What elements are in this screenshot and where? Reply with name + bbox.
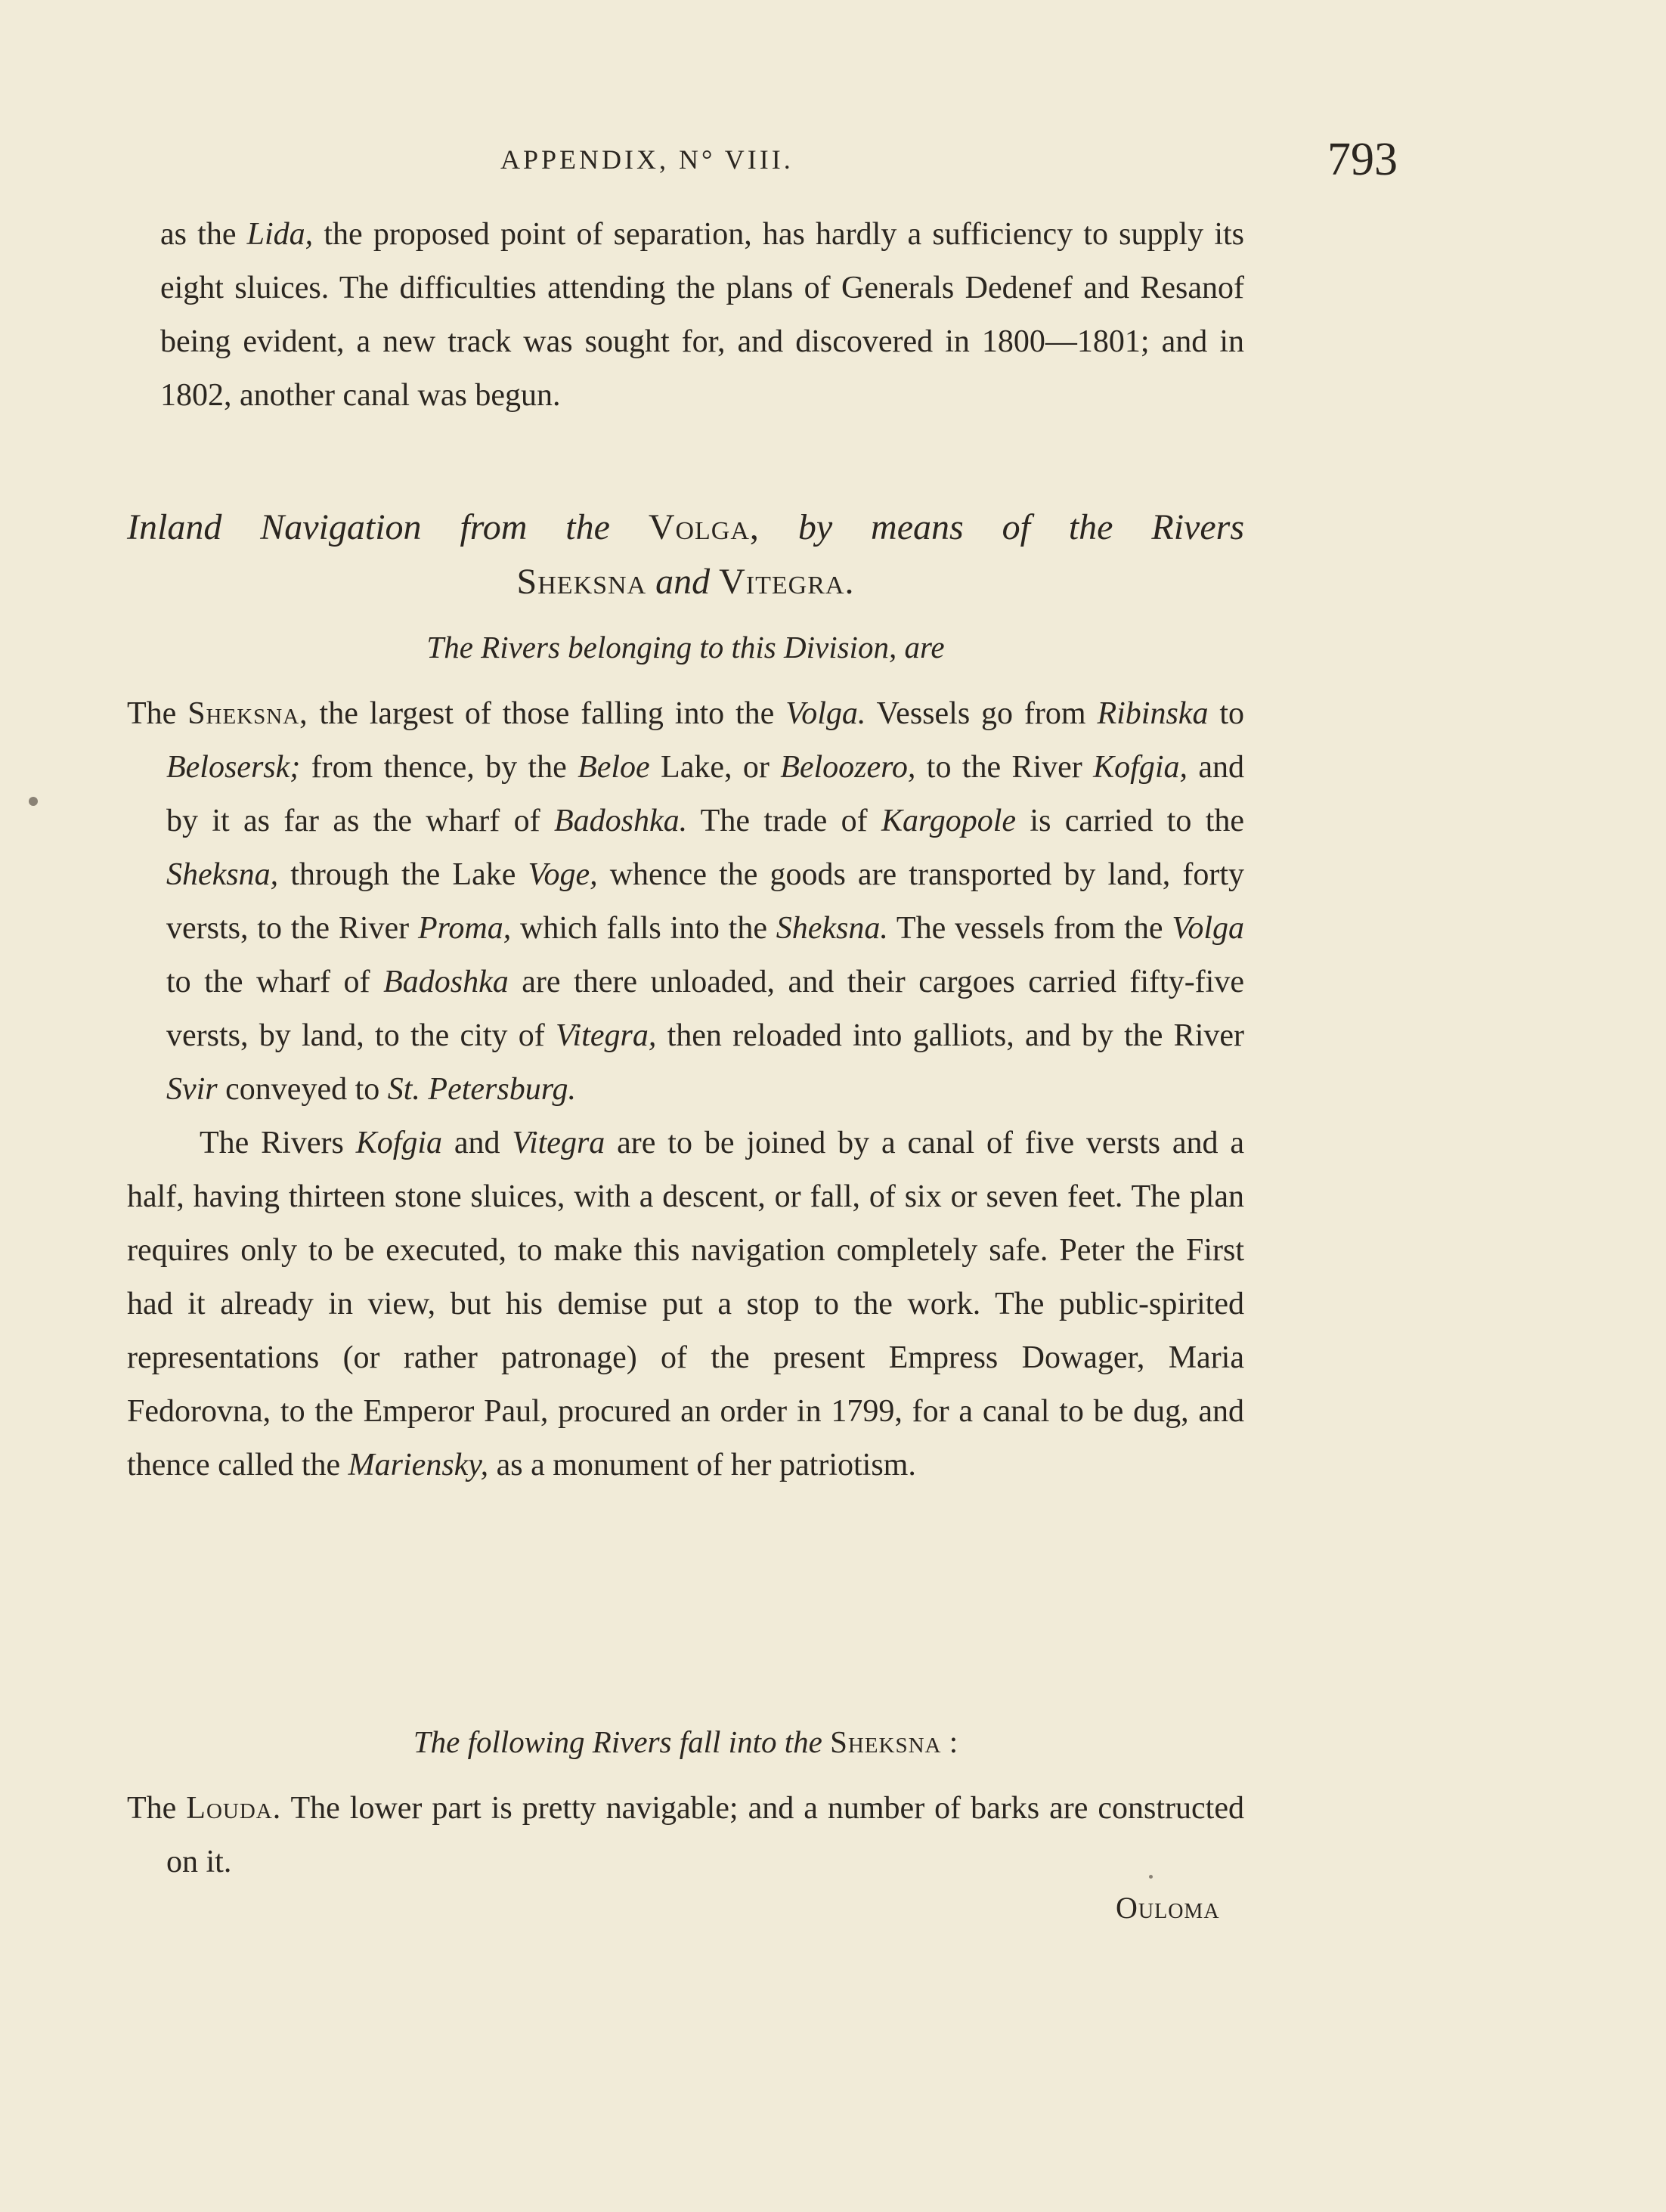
intro-text: as the	[160, 217, 247, 252]
place-name: Sheksna,	[166, 857, 279, 892]
heading-river-name: Vitegra.	[719, 562, 855, 602]
place-name: Belosersk;	[166, 750, 301, 785]
place-name: Ribinska	[1097, 696, 1209, 731]
place-name: Kofgia,	[1093, 750, 1188, 785]
section-heading	[127, 500, 1244, 609]
section-heading-line-2	[127, 555, 1244, 609]
place-name: Sheksna.	[776, 911, 888, 946]
place-name: Svir	[166, 1072, 218, 1107]
place-name: Proma,	[417, 911, 512, 946]
place-name: Kofgia	[355, 1126, 443, 1160]
place-name: Badoshka.	[553, 804, 688, 838]
paper-speck	[1149, 1875, 1153, 1879]
place-name: Volga	[1172, 911, 1244, 946]
louda-entry: The Louda. The lower part is pretty navigable; and a number of barks are constructed on it.	[127, 1791, 1244, 1879]
running-title: APPENDIX, N° VIII.	[500, 144, 794, 175]
place-name: Kargopole	[881, 804, 1017, 838]
intro-text: the proposed point of separation, has hardly a sufficiency to supply its eight sluices. The difficulties attending the plans of Generals Dedenef and Resanof being evident, a new track was sought for, and discovered in 1800—1801; and in 1802, another canal was begun.	[160, 217, 1245, 413]
intro-paragraph	[127, 208, 1244, 423]
running-head	[0, 134, 1666, 197]
page-number: 793	[1327, 134, 1398, 185]
river-name: Louda.	[186, 1791, 282, 1826]
catchword: Ouloma	[1116, 1891, 1220, 1925]
heading-river-name: Sheksna	[516, 562, 647, 602]
subheading-rivers: The Rivers belonging to this Division, are	[426, 630, 945, 665]
section-heading-line-1	[127, 500, 1244, 555]
place-name: Vitegra	[512, 1126, 605, 1160]
heading-river-name: Volga,	[648, 507, 760, 547]
subheading-following: The following Rivers fall into the Sheksna :	[413, 1724, 958, 1759]
place-name: St. Petersburg.	[387, 1072, 577, 1107]
heading-text: and	[646, 562, 720, 602]
heading-text: Inland Navigation from the	[127, 507, 649, 547]
river-name: Sheksna	[830, 1724, 942, 1759]
place-name: Lida,	[246, 217, 314, 252]
place-name: Voge,	[528, 857, 598, 892]
sheksna-entry: The Sheksna, the largest of those falling into the Volga. Vessels go from Ribinska to Belosersk; from thence, by the Beloe Lake, or Beloozero, to the River Kofgia, and by it as far as the wharf of Badoshka. The trade of Kargopole is carried to the Sheksna, through the Lake Voge, whence the goods are transported by land, forty versts, to the River Proma, which falls into the Sheksna. The vessels from the Volga to the wharf of Badoshka are there unloaded, and their cargoes carried fifty-five versts, by land, to the city of Vitegra, then reloaded into galliots, and by the River Svir conveyed to St. Petersburg. The Rivers Kofgia and Vitegra are to be joined by a canal of five versts and a half, having thirteen stone sluices, with a descent, or fall, of six or seven feet. The plan requires only to be executed, to make this navigation completely safe. Peter the First had it already in view, but his demise put a stop to the work. The public-spirited representations (or rather patronage) of the present Empress Dowager, Maria Fedorovna, to the Emperor Paul, procured an order in 1799, for a canal to be dug, and thence called the Mariensky, as a monument of her patriotism.	[127, 687, 1244, 1492]
rivers-paragraph: The Rivers Kofgia and Vitegra are to be joined by a canal of five versts and a half, having thirteen stone sluices, with a descent, or fall, of six or seven feet. The plan requires only to be executed, to make this navigation completely safe. Peter the First had it already in view, but his demise put a stop to the work. The public-spirited representations (or rather patronage) of the present Empress Dowager, Maria Fedorovna, to the Emperor Paul, procured an order in 1799, for a canal to be dug, and thence called the Mariensky, as a monument of her patriotism.	[127, 1126, 1244, 1482]
place-name: Mariensky,	[348, 1448, 489, 1482]
place-name: Badoshka	[383, 965, 509, 999]
place-name: Volga.	[785, 696, 866, 731]
heading-text: by means of the Rivers	[759, 507, 1244, 547]
place-name: Beloozero,	[780, 750, 916, 785]
place-name: Vitegra,	[555, 1018, 657, 1053]
place-name: Beloe	[578, 750, 650, 785]
paper-speck	[29, 797, 38, 806]
river-name: Sheksna,	[187, 696, 308, 731]
